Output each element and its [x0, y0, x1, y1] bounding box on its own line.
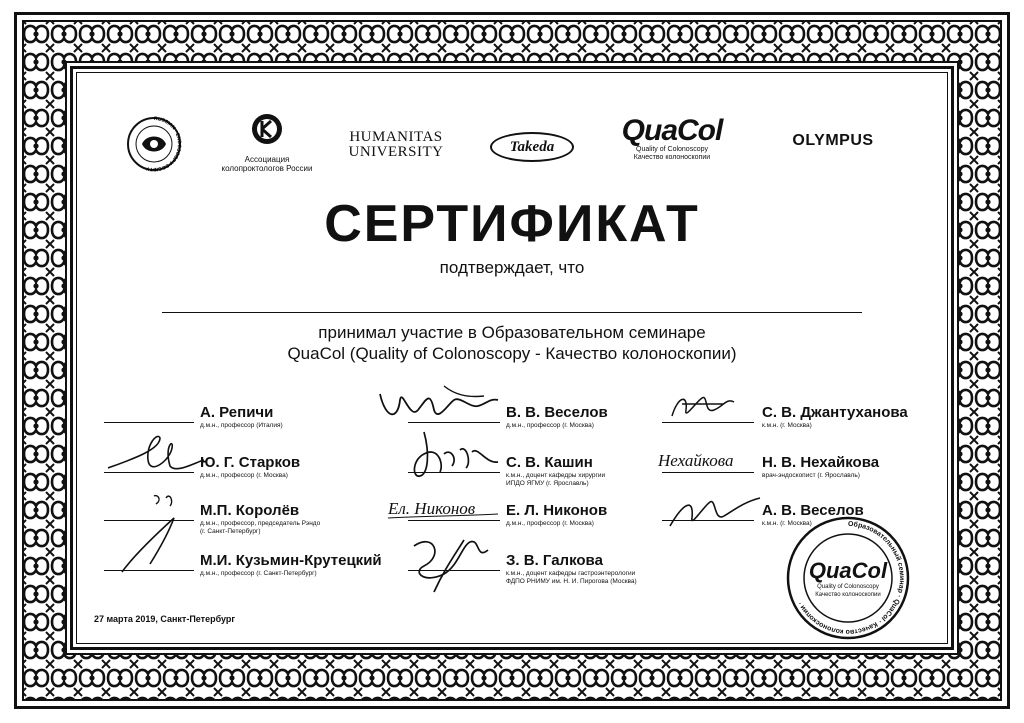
signatory-name: В. В. Веселов: [506, 404, 608, 421]
signatory-credentials: д.м.н., профессор (г. Москва): [506, 520, 594, 527]
signatory-credentials: д.м.н., профессор (г. Москва): [200, 472, 288, 479]
quacol-brand: QuaCol: [621, 114, 723, 147]
quacol-sub1: Quality of Colonoscopy: [636, 146, 708, 153]
signatory-name: А. Репичи: [200, 404, 274, 421]
signatory-name: Н. В. Нехайкова: [762, 454, 880, 471]
signature-a-veselov: [664, 492, 764, 532]
signatory-nekhaykova: [762, 454, 879, 480]
signatory-credentials: д.м.н., профессор (г. Москва): [506, 422, 594, 429]
signature-nikonov: [384, 490, 504, 524]
signatory-credentials: к.м.н. (г. Москва): [762, 520, 812, 527]
svg-text:Quality of Colonoscopy: Quality of Colonoscopy: [817, 584, 879, 590]
coloproctology-association-logo: [212, 112, 322, 173]
takeda-text: Takeda: [490, 132, 574, 162]
signatory-credentials: к.м.н., доцент кафедры гастроэнтерологии: [506, 570, 636, 577]
signature-veselov: [374, 380, 504, 428]
signatory-name: С. В. Джантуханова: [762, 404, 908, 421]
certificate-subtitle: подтверждает, что: [439, 258, 585, 277]
signatory-repichi: [200, 404, 283, 430]
signature-korolev-kuzmin: [112, 488, 202, 580]
association-line2: колопроктологов России: [221, 164, 313, 173]
signatory-credentials: к.м.н. (г. Москва): [762, 422, 812, 429]
signatory-credentials: к.м.н., доцент кафедры хирургии: [506, 472, 606, 479]
signatory-name: Ю. Г. Старков: [200, 454, 301, 471]
signatory-credentials: д.м.н., профессор (г. Санкт-Петербург): [200, 570, 317, 577]
takeda-logo: [490, 132, 574, 162]
association-emblem: [247, 112, 287, 146]
signature-kashin: [394, 424, 504, 482]
association-line1: Ассоциация: [244, 155, 290, 164]
participation-line1: принимал участие в Образовательном семинаре: [318, 323, 706, 342]
signatory-kuzmin-krutetsky: [200, 552, 382, 578]
signature-dzhantukhanova: [664, 386, 754, 426]
signatory-location: (г. Санкт-Петербург): [200, 528, 261, 535]
signatory-nikonov: [506, 502, 607, 528]
signatory-credentials: д.м.н., профессор, председатель Рэндо: [200, 520, 321, 527]
date-place: 27 марта 2019, Санкт-Петербург: [94, 614, 236, 624]
humanitas-line2: UNIVERSITY: [348, 144, 444, 160]
olympus-logo: OLYMPUS: [792, 132, 874, 149]
endoscopy-society-emblem: [126, 116, 182, 172]
quacol-sub2: Качество колоноскопии: [633, 154, 711, 161]
signature-starkov: [100, 430, 210, 480]
humanitas-line1: HUMANITAS: [349, 129, 443, 145]
signatory-name: М.П. Королёв: [200, 502, 300, 519]
signatory-name: З. В. Галкова: [506, 552, 603, 569]
signatory-kashin: [506, 454, 605, 488]
quacol-logo: [612, 116, 732, 162]
signatory-name: М.И. Кузьмин-Крутецкий: [200, 552, 382, 569]
signatory-starkov: [200, 454, 300, 480]
signatory-name: С. В. Кашин: [506, 454, 593, 471]
signatory-galkova: [506, 552, 637, 586]
recipient-name-line: [162, 312, 862, 313]
svg-text:Качество колоноскопии: Качество колоноскопии: [815, 592, 881, 598]
signatory-dzhantukhanova: [762, 404, 908, 430]
certificate-title: СЕРТИФИКАТ: [324, 195, 700, 253]
signature-galkova: [404, 526, 504, 596]
humanitas-logo: [346, 130, 446, 160]
svg-text:Ел. Никонов: Ел. Никонов: [388, 499, 476, 518]
svg-text:Образовательный семинар · QuaC: Образовательный семинар · QuaCol · Качество колоноскопии ·: [796, 520, 905, 636]
svg-text:Нехайкова: Нехайкова: [658, 451, 734, 470]
signature-nekhaykova: [656, 440, 766, 476]
signatory-v-veselov: [506, 404, 608, 430]
sponsor-logos: [120, 110, 900, 180]
signatory-name: Е. Л. Никонов: [506, 502, 608, 519]
signatory-korolev: [200, 502, 320, 536]
signatory-location: ФДПО РНИМУ им. Н. И. Пирогова (Москва): [506, 578, 637, 585]
signatory-credentials: д.м.н., профессор (Италия): [200, 422, 283, 429]
participation-line2: QuaCol (Quality of Colonoscopy - Качество колоноскопии): [287, 344, 737, 363]
signatory-name: А. В. Веселов: [762, 502, 864, 519]
endoscopy-society-logo: [126, 116, 182, 172]
quacol-stamp: [786, 516, 910, 640]
signatory-credentials: врач-эндоскопист (г. Ярославль): [762, 472, 860, 479]
signatory-location: ИПДО ЯГМУ (г. Ярославль): [506, 480, 589, 487]
svg-text:QuaCol: QuaCol: [808, 558, 888, 583]
signature-line: [104, 422, 194, 423]
svg-text:RUSSIAN · ENDOSCOPY SOCIETY: RUSSIAN · ENDOSCOPY SOCIETY: [145, 116, 182, 172]
